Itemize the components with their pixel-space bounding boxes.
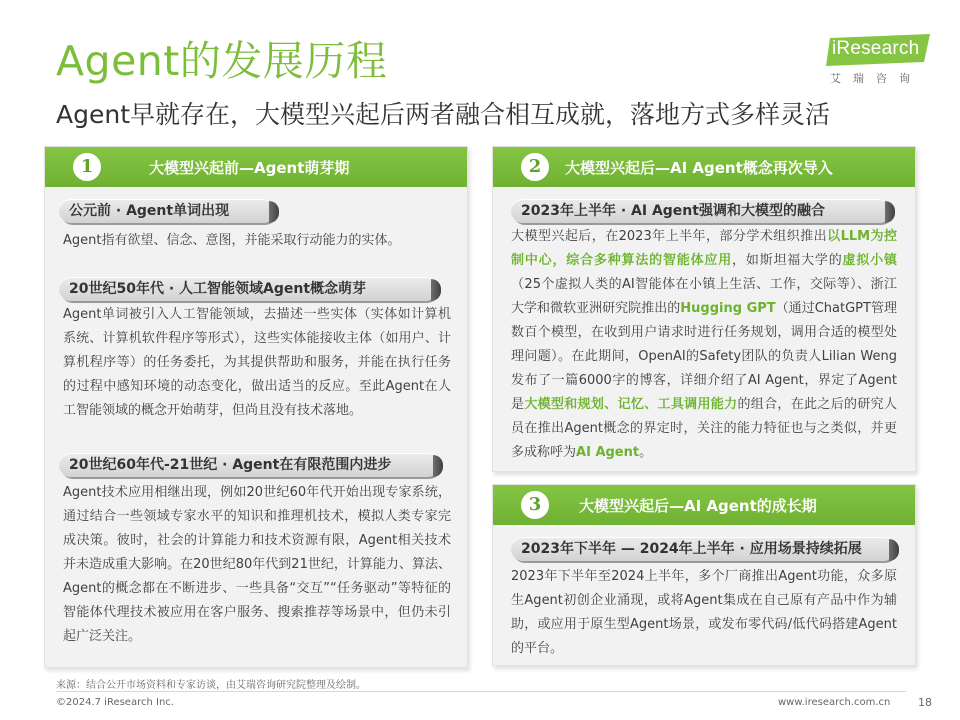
text-run: （25个虚拟人类的AI智能体在小镇上生活、工作，交际等）、浙江大学和微软亚洲研究院推出的 <box>511 277 897 316</box>
text-run: 的组合，在此之后的研究人员在推出Agent概念的界定时，关注的能力特征也与之类似，并更多成称呼为 <box>511 397 897 460</box>
panel-pre-llm <box>44 146 468 668</box>
era-label: 20世纪60年代-21世纪 · Agent在有限范围内进步 <box>59 453 439 477</box>
era-label: 20世纪50年代 · 人工智能领域Agent概念萌芽 <box>59 277 437 301</box>
website-link: www.iresearch.com.cn <box>778 697 891 708</box>
era-label: 2023年下半年 — 2024年上半年 · 应用场景持续拓展 <box>511 537 895 561</box>
panel-header <box>493 147 915 187</box>
era-label: 2023年上半年 · AI Agent强调和大模型的融合 <box>511 199 891 223</box>
highlight-text: Hugging GPT <box>680 301 776 316</box>
highlight-text: 以LLM为控制中心，综合多种算法的智能体应用 <box>511 229 897 268</box>
panel-post-llm-growth <box>492 484 916 666</box>
era-description: Agent单词被引入人工智能领域，去描述一些实体（实体如计算机系统、计算机软件程序等形式），这些实体能接收主体（如用户、计算机程序等）的任务委托，为其提供帮助和服务，并能在执行任务的过程中感知环境的动态变化，做出适当的反应。至此Agent在人工智能领域的概念开始萌芽，但尚且没有技术落地。 <box>63 307 451 418</box>
era-description: 2023年下半年至2024上半年，多个厂商推出Agent功能，众多原生Agent初创企业涌现，或将Agent集成在自己原有产品中作为辅助，或应用于原生型Agent场景，或发布零代码/低代码搭建Agent的平台。 <box>511 569 897 656</box>
text-run: （通过ChatGPT管理数百个模型，在收到用户请求时进行任务规划，调用合适的模型处理问题）。在此期间，OpenAI的Safety团队的负责人Lilian Weng发布了一篇6000字的博客，详细介绍了AI Agent，界定了Agent是 <box>511 301 897 412</box>
era-description: Agent指有欲望、信念、意图，并能采取行动能力的实体。 <box>63 233 401 248</box>
era-label: 公元前 · Agent单词出现 <box>59 199 275 223</box>
step-number-badge: 2 <box>521 153 549 181</box>
step-number-badge: 3 <box>521 491 549 519</box>
page-subtitle: Agent早就存在，大模型兴起后两者融合相互成就，落地方式多样灵活 <box>56 100 831 129</box>
panel-title: 大模型兴起前—Agent萌芽期 <box>149 159 350 177</box>
text-run: 大模型兴起后，在2023年上半年，部分学术组织推出 <box>511 229 828 244</box>
source-note: 来源：结合公开市场资料和专家访谈，由艾瑞咨询研究院整理及绘制。 <box>56 680 366 691</box>
logo-badge <box>826 34 930 66</box>
era-description: Agent技术应用相继出现，例如20世纪60年代开始出现专家系统，通过结合一些领域专家水平的知识和推理机技术，模拟人类专家完成决策。彼时，社会的计算能力和技术资源有限，Agent相关技术并未造成重大影响。在20世纪80年代到21世纪，计算能力、算法、Agent的概念都在不断进步、一些具备“交互”“任务驱动”等特征的智能体代理技术被应用在客户服务、搜索推荐等场景中，但仍未引起广泛关注。 <box>63 485 451 644</box>
highlight-text: 虚拟小镇 <box>842 253 897 268</box>
era-description <box>511 225 897 465</box>
text-run: ，如斯坦福大学的 <box>732 253 843 268</box>
page-title: Agent的发展历程 <box>56 37 388 85</box>
panel-title: 大模型兴起后—AI Agent概念再次导入 <box>565 159 833 177</box>
panel-header <box>45 147 467 187</box>
panel-title: 大模型兴起后—AI Agent的成长期 <box>579 497 817 515</box>
logo-subtitle: 艾瑞咨询 <box>830 72 922 85</box>
step-number-badge: 1 <box>73 153 101 181</box>
footer-divider <box>56 691 906 692</box>
logo-word: iResearch <box>832 38 920 59</box>
page-number: 18 <box>918 696 932 709</box>
panel-post-llm-intro <box>492 146 916 472</box>
iresearch-logo <box>826 34 936 88</box>
copyright: ©2024.7 iResearch Inc. <box>56 697 174 708</box>
highlight-text: AI Agent <box>576 445 640 460</box>
panel-header <box>493 485 915 525</box>
text-run: 。 <box>639 445 653 460</box>
highlight-text: 大模型和规划、记忆、工具调用能力 <box>524 397 738 412</box>
